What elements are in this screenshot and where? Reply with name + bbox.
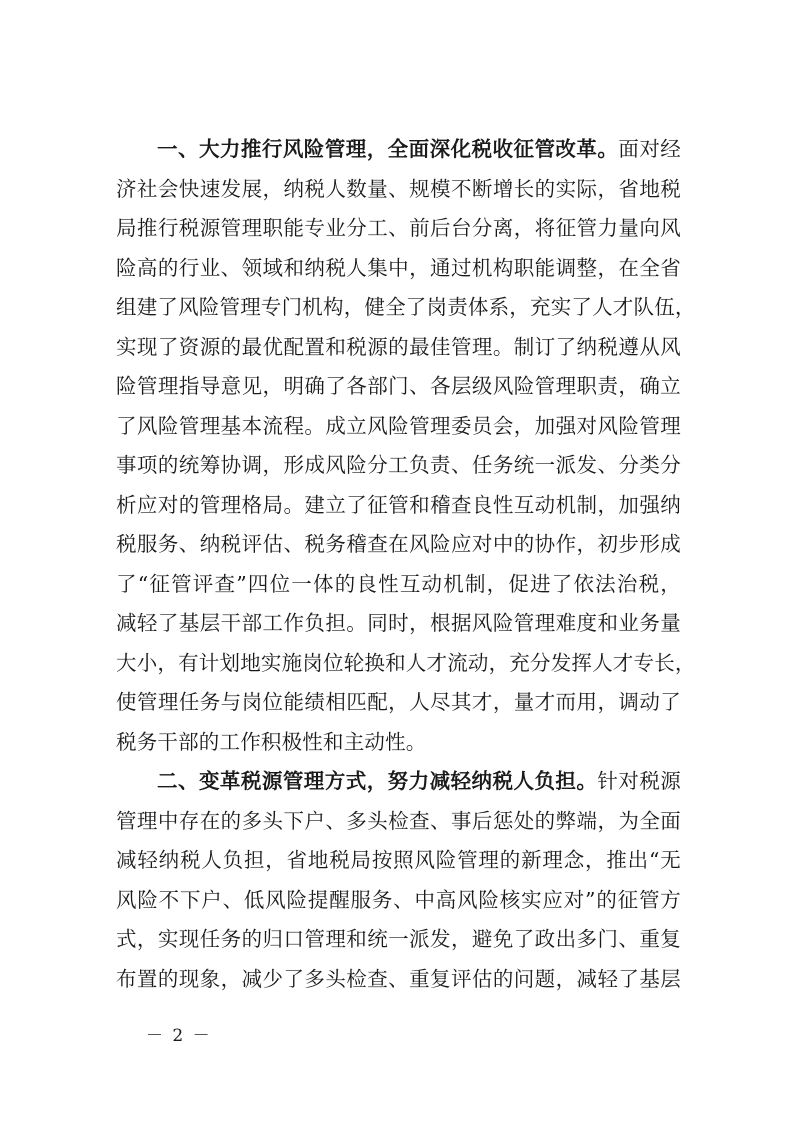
body-text — [116, 130, 696, 999]
paragraph-2-line: 减轻纳税人负担，省地税局按照风险管理的新理念，推出“无 — [116, 848, 681, 872]
paragraph-1-line: 实现了资源的最优配置和税源的最佳管理。制订了纳税遵从风 — [116, 334, 681, 359]
paragraph-1-line: 税服务、纳税评估、税务稽查在风险应对中的协作，初步形成 — [116, 532, 681, 556]
paragraph-1-line: 局推行税源管理职能专业分工、前后台分离，将征管力量向风 — [116, 216, 681, 240]
paragraph-2-line-1 — [116, 762, 681, 802]
paragraph-2-heading: 二、变革税源管理方式，努力减轻纳税人负担。 — [157, 769, 598, 793]
paragraph-1-line: 了“征管评查”四位一体的良性互动机制，促进了依法治税， — [116, 571, 681, 596]
paragraph-1-heading: 一、大力推行风险管理，全面深化税收征管改革。 — [157, 137, 619, 161]
paragraph-2-line: 管理中存在的多头下户、多头检查、事后惩处的弊端，为全面 — [116, 808, 681, 833]
page-number: － 2 － — [146, 1026, 212, 1046]
paragraph-1-line: 使管理任务与岗位能绩相匹配，人尽其才，量才而用，调动了 — [116, 690, 681, 714]
paragraph-1-line: 事项的统筹协调，形成风险分工负责、任务统一派发、分类分 — [116, 453, 681, 477]
paragraph-1-line: 险高的行业、领域和纳税人集中，通过机构职能调整，在全省 — [116, 255, 681, 280]
paragraph-1-line: 析应对的管理格局。建立了征管和稽查良性互动机制，加强纳 — [116, 492, 681, 517]
paragraph-1-line: 大小，有计划地实施岗位轮换和人才流动，充分发挥人才专长， — [116, 650, 696, 675]
paragraph-1-line: 组建了风险管理专门机构，健全了岗责体系，充实了人才队伍， — [116, 295, 696, 319]
paragraph-1-line-1 — [116, 130, 681, 170]
paragraph-2-line: 风险不下户、低风险提醒服务、中高风险核实应对”的征管方 — [116, 887, 681, 912]
paragraph-1-line: 税务干部的工作积极性和主动性。 — [116, 729, 427, 754]
paragraph-1-line: 了风险管理基本流程。成立风险管理委员会，加强对风险管理 — [116, 413, 681, 438]
paragraph-1-text: 面对经 — [618, 137, 681, 161]
paragraph-2-line: 布置的现象，减少了多头检查、重复评估的问题，减轻了基层 — [116, 966, 681, 991]
paragraph-1-line: 济社会快速发展，纳税人数量、规模不断增长的实际，省地税 — [116, 176, 681, 201]
paragraph-1-line: 险管理指导意见，明确了各部门、各层级风险管理职责，确立 — [116, 374, 681, 398]
paragraph-2-line: 式，实现任务的归口管理和统一派发，避免了政出多门、重复 — [116, 927, 681, 951]
paragraph-1-line: 减轻了基层干部工作负担。同时，根据风险管理难度和业务量 — [116, 611, 681, 635]
paragraph-2-text: 针对税源 — [597, 769, 681, 793]
